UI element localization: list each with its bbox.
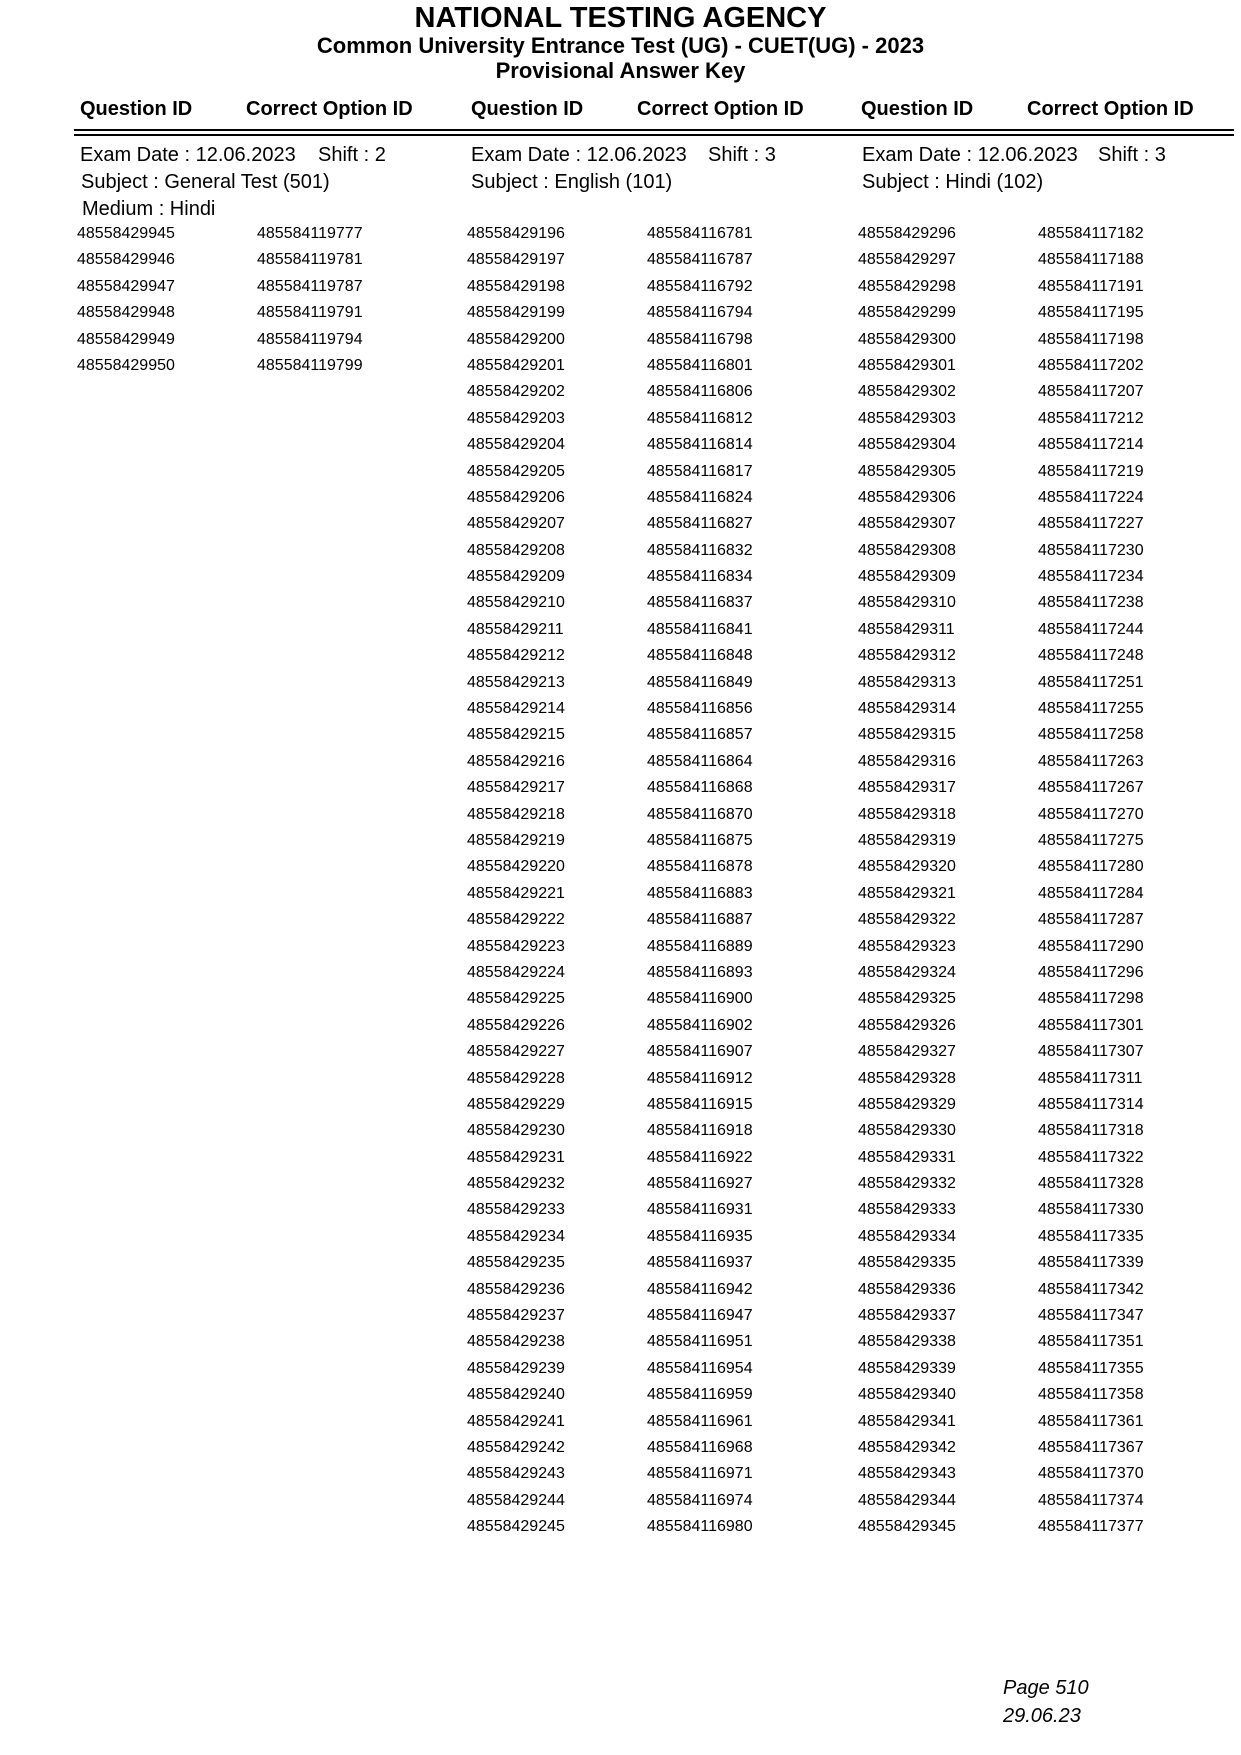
table-cell: 48558429202: [467, 383, 565, 401]
shift: Shift : 3: [708, 144, 776, 166]
table-cell: 48558429217: [467, 779, 565, 797]
table-cell: 48558429334: [858, 1227, 956, 1245]
shift: Shift : 2: [318, 144, 386, 166]
exam-date: Exam Date : 12.06.2023: [80, 144, 296, 166]
table-cell: 485584119799: [257, 356, 363, 374]
table-cell: 48558429317: [858, 779, 956, 797]
table-cell: 48558429947: [77, 277, 175, 295]
table-cell: 485584116980: [647, 1518, 753, 1536]
table-cell: 48558429343: [858, 1465, 956, 1483]
table-cell: 48558429224: [467, 963, 565, 981]
medium: Medium : Hindi: [82, 198, 216, 220]
table-cell: 485584117227: [1038, 515, 1144, 533]
table-cell: 485584116971: [647, 1465, 753, 1483]
table-cell: 48558429304: [858, 436, 956, 454]
table-cell: 485584117374: [1038, 1491, 1144, 1509]
table-cell: 485584117318: [1038, 1122, 1144, 1140]
table-cell: 485584116947: [647, 1307, 753, 1325]
table-cell: 485584116817: [647, 462, 753, 480]
table-cell: 48558429243: [467, 1465, 565, 1483]
table-cell: 485584117214: [1038, 436, 1144, 454]
shift: Shift : 3: [1098, 144, 1166, 166]
table-cell: 485584116875: [647, 831, 753, 849]
table-cell: 485584117275: [1038, 831, 1144, 849]
table-cell: 48558429206: [467, 488, 565, 506]
table-cell: 48558429318: [858, 805, 956, 823]
table-cell: 485584117182: [1038, 225, 1144, 242]
page-number: Page 510: [1003, 1677, 1089, 1699]
column-header-correct-option-id: Correct Option ID: [637, 98, 804, 120]
table-cell: 485584119794: [257, 330, 363, 348]
table-cell: 48558429320: [858, 858, 956, 876]
table-cell: 485584117290: [1038, 937, 1144, 955]
table-cell: 485584117198: [1038, 330, 1144, 348]
table-cell: 48558429219: [467, 831, 565, 849]
column-header-question-id: Question ID: [861, 98, 974, 120]
table-cell: 48558429214: [467, 700, 565, 718]
table-cell: 48558429332: [858, 1175, 956, 1193]
table-cell: 48558429335: [858, 1254, 956, 1272]
table-cell: 485584117339: [1038, 1254, 1144, 1272]
header-divider: [74, 129, 1234, 131]
table-cell: 485584117255: [1038, 700, 1144, 718]
column-header-correct-option-id: Correct Option ID: [246, 98, 413, 120]
table-cell: 485584117244: [1038, 620, 1144, 638]
table-cell: 485584116814: [647, 436, 753, 454]
table-cell: 48558429240: [467, 1386, 565, 1404]
table-cell: 48558429949: [77, 330, 175, 348]
table-cell: 48558429329: [858, 1095, 956, 1113]
table-cell: 48558429223: [467, 937, 565, 955]
table-cell: 48558429950: [77, 356, 175, 374]
table-cell: 485584117367: [1038, 1438, 1144, 1456]
table-cell: 485584117195: [1038, 304, 1144, 322]
exam-date: Exam Date : 12.06.2023: [862, 144, 1078, 166]
table-cell: 485584117287: [1038, 911, 1144, 929]
table-cell: 485584116878: [647, 858, 753, 876]
table-cell: 48558429216: [467, 752, 565, 770]
table-cell: 48558429241: [467, 1412, 565, 1430]
table-cell: 48558429225: [467, 990, 565, 1008]
table-cell: 485584116968: [647, 1438, 753, 1456]
table-cell: 48558429233: [467, 1201, 565, 1219]
table-cell: 485584116889: [647, 937, 753, 955]
table-cell: 48558429340: [858, 1386, 956, 1404]
table-cell: 48558429221: [467, 884, 565, 902]
table-cell: 48558429300: [858, 330, 956, 348]
table-cell: 485584116824: [647, 488, 753, 506]
table-cell: 48558429323: [858, 937, 956, 955]
table-cell: 485584117335: [1038, 1227, 1144, 1245]
table-cell: 48558429242: [467, 1438, 565, 1456]
table-cell: 485584117188: [1038, 251, 1144, 269]
table-cell: 485584117284: [1038, 884, 1144, 902]
column-header-question-id: Question ID: [471, 98, 584, 120]
table-cell: 48558429207: [467, 515, 565, 533]
table-cell: 485584116849: [647, 673, 753, 691]
table-cell: 48558429299: [858, 304, 956, 322]
table-cell: 48558429199: [467, 304, 565, 322]
table-cell: 485584117351: [1038, 1333, 1144, 1351]
subject: Subject : Hindi (102): [862, 171, 1044, 193]
table-cell: 485584117377: [1038, 1518, 1144, 1536]
table-cell: 48558429234: [467, 1227, 565, 1245]
table-cell: 485584116864: [647, 752, 753, 770]
table-cell: 485584116937: [647, 1254, 753, 1272]
table-cell: 48558429244: [467, 1491, 565, 1509]
table-cell: 485584116954: [647, 1359, 753, 1377]
table-cell: 48558429306: [858, 488, 956, 506]
table-cell: 485584117298: [1038, 990, 1144, 1008]
table-cell: 485584116893: [647, 963, 753, 981]
table-cell: 485584117251: [1038, 673, 1144, 691]
table-cell: 48558429331: [858, 1148, 956, 1166]
table-cell: 48558429337: [858, 1307, 956, 1325]
table-cell: 485584116931: [647, 1201, 753, 1219]
table-cell: 485584116806: [647, 383, 753, 401]
table-cell: 48558429946: [77, 251, 175, 269]
correct-option-id-column: [257, 224, 363, 382]
table-cell: 48558429297: [858, 251, 956, 269]
page-subtitle: Common University Entrance Test (UG) - CUET(UG) - 2023: [316, 33, 925, 58]
table-cell: 485584116922: [647, 1148, 753, 1166]
subject: Subject : General Test (501): [81, 171, 330, 193]
table-cell: 485584119787: [257, 277, 363, 295]
table-cell: 485584116870: [647, 805, 753, 823]
table-cell: 48558429945: [77, 225, 175, 242]
table-cell: 48558429339: [858, 1359, 956, 1377]
table-cell: 485584116887: [647, 911, 753, 929]
table-cell: 485584116832: [647, 541, 753, 559]
table-cell: 48558429330: [858, 1122, 956, 1140]
table-cell: 48558429231: [467, 1148, 565, 1166]
table-cell: 48558429315: [858, 726, 956, 744]
table-cell: 485584116837: [647, 594, 753, 612]
column-header-correct-option-id: Correct Option ID: [1027, 98, 1194, 120]
table-cell: 485584117267: [1038, 779, 1144, 797]
table-cell: 485584116792: [647, 277, 753, 295]
table-cell: 485584117263: [1038, 752, 1144, 770]
table-cell: 48558429228: [467, 1069, 565, 1087]
table-cell: 48558429239: [467, 1359, 565, 1377]
table-cell: 48558429212: [467, 647, 565, 665]
table-cell: 48558429325: [858, 990, 956, 1008]
table-cell: 485584117314: [1038, 1095, 1144, 1113]
table-cell: 48558429327: [858, 1043, 956, 1061]
table-cell: 485584116794: [647, 304, 753, 322]
table-cell: 48558429236: [467, 1280, 565, 1298]
table-cell: 485584117248: [1038, 647, 1144, 665]
table-cell: 48558429218: [467, 805, 565, 823]
table-cell: 48558429209: [467, 568, 565, 586]
table-cell: 485584117191: [1038, 277, 1144, 295]
table-cell: 485584116902: [647, 1016, 753, 1034]
table-cell: 485584117202: [1038, 356, 1144, 374]
table-cell: 48558429321: [858, 884, 956, 902]
table-cell: 48558429226: [467, 1016, 565, 1034]
table-cell: 48558429322: [858, 911, 956, 929]
table-cell: 485584116857: [647, 726, 753, 744]
table-cell: 485584116848: [647, 647, 753, 665]
table-cell: 48558429302: [858, 383, 956, 401]
table-cell: 48558429298: [858, 277, 956, 295]
document-type: Provisional Answer Key: [495, 58, 746, 83]
table-cell: 485584117234: [1038, 568, 1144, 586]
table-cell: 48558429305: [858, 462, 956, 480]
table-cell: 485584117342: [1038, 1280, 1144, 1298]
table-cell: 48558429213: [467, 673, 565, 691]
table-cell: 48558429205: [467, 462, 565, 480]
table-cell: 485584117270: [1038, 805, 1144, 823]
table-cell: 48558429235: [467, 1254, 565, 1272]
table-cell: 48558429230: [467, 1122, 565, 1140]
table-cell: 48558429336: [858, 1280, 956, 1298]
correct-option-id-column: [1038, 224, 1144, 1544]
table-cell: 485584116907: [647, 1043, 753, 1061]
table-cell: 485584116900: [647, 990, 753, 1008]
table-cell: 48558429333: [858, 1201, 956, 1219]
table-cell: 48558429201: [467, 356, 565, 374]
table-cell: 48558429210: [467, 594, 565, 612]
table-cell: 48558429307: [858, 515, 956, 533]
table-cell: 485584117330: [1038, 1201, 1144, 1219]
table-cell: 485584116868: [647, 779, 753, 797]
table-cell: 485584116883: [647, 884, 753, 902]
table-cell: 48558429227: [467, 1043, 565, 1061]
table-cell: 485584116942: [647, 1280, 753, 1298]
table-cell: 485584117307: [1038, 1043, 1144, 1061]
table-cell: 485584116959: [647, 1386, 753, 1404]
header-divider: [74, 134, 1234, 136]
table-cell: 48558429222: [467, 911, 565, 929]
question-id-column: [77, 224, 175, 382]
table-cell: 485584116834: [647, 568, 753, 586]
table-cell: 485584116951: [647, 1333, 753, 1351]
table-cell: 485584116912: [647, 1069, 753, 1087]
table-cell: 485584116801: [647, 356, 753, 374]
question-id-column: [858, 224, 956, 1544]
table-cell: 485584116841: [647, 620, 753, 638]
table-cell: 48558429245: [467, 1518, 565, 1536]
table-cell: 485584116812: [647, 409, 753, 427]
table-cell: 48558429296: [858, 225, 956, 242]
subject: Subject : English (101): [471, 171, 673, 193]
table-cell: 48558429326: [858, 1016, 956, 1034]
table-cell: 48558429316: [858, 752, 956, 770]
table-cell: 485584117328: [1038, 1175, 1144, 1193]
table-cell: 485584119781: [257, 251, 363, 269]
table-cell: 485584116827: [647, 515, 753, 533]
table-cell: 485584116918: [647, 1122, 753, 1140]
table-cell: 48558429238: [467, 1333, 565, 1351]
table-cell: 48558429309: [858, 568, 956, 586]
table-cell: 485584117301: [1038, 1016, 1144, 1034]
table-cell: 48558429948: [77, 304, 175, 322]
table-cell: 485584117311: [1038, 1069, 1143, 1087]
page-title: NATIONAL TESTING AGENCY: [414, 2, 827, 34]
table-cell: 48558429313: [858, 673, 956, 691]
table-cell: 485584116974: [647, 1491, 753, 1509]
table-cell: 48558429344: [858, 1491, 956, 1509]
table-cell: 485584117219: [1038, 462, 1144, 480]
table-cell: 48558429196: [467, 225, 565, 242]
table-cell: 48558429308: [858, 541, 956, 559]
table-cell: 485584119791: [257, 304, 363, 322]
table-cell: 48558429198: [467, 277, 565, 295]
table-cell: 48558429310: [858, 594, 956, 612]
table-cell: 485584116856: [647, 700, 753, 718]
table-cell: 485584117355: [1038, 1359, 1144, 1377]
table-cell: 48558429342: [858, 1438, 956, 1456]
table-cell: 48558429200: [467, 330, 565, 348]
table-cell: 48558429341: [858, 1412, 956, 1430]
table-cell: 485584116927: [647, 1175, 753, 1193]
table-cell: 485584117238: [1038, 594, 1144, 612]
table-cell: 48558429232: [467, 1175, 565, 1193]
table-cell: 485584117230: [1038, 541, 1144, 559]
table-cell: 48558429208: [467, 541, 565, 559]
table-cell: 48558429328: [858, 1069, 956, 1087]
table-cell: 485584116935: [647, 1227, 753, 1245]
table-cell: 48558429338: [858, 1333, 956, 1351]
table-cell: 485584117207: [1038, 383, 1144, 401]
table-cell: 48558429197: [467, 251, 565, 269]
table-cell: 485584119777: [257, 225, 363, 242]
footer-date: 29.06.23: [1003, 1705, 1081, 1727]
table-cell: 485584116781: [647, 225, 753, 242]
table-cell: 485584116798: [647, 330, 753, 348]
table-cell: 485584116787: [647, 251, 753, 269]
exam-date: Exam Date : 12.06.2023: [471, 144, 687, 166]
table-cell: 485584117370: [1038, 1465, 1144, 1483]
table-cell: 48558429311: [858, 620, 955, 638]
table-cell: 48558429215: [467, 726, 565, 744]
table-cell: 485584117361: [1038, 1412, 1144, 1430]
table-cell: 485584117296: [1038, 963, 1144, 981]
table-cell: 48558429211: [467, 620, 564, 638]
table-cell: 48558429303: [858, 409, 956, 427]
table-cell: 48558429203: [467, 409, 565, 427]
table-cell: 485584117280: [1038, 858, 1144, 876]
table-cell: 485584117322: [1038, 1148, 1144, 1166]
table-cell: 48558429345: [858, 1518, 956, 1536]
table-cell: 48558429229: [467, 1095, 565, 1113]
table-cell: 485584117347: [1038, 1307, 1144, 1325]
question-id-column: [467, 224, 565, 1544]
table-cell: 48558429220: [467, 858, 565, 876]
table-cell: 48558429319: [858, 831, 956, 849]
table-cell: 48558429314: [858, 700, 956, 718]
table-cell: 485584116915: [647, 1095, 753, 1113]
column-header-question-id: Question ID: [80, 98, 193, 120]
table-cell: 485584117212: [1038, 409, 1144, 427]
table-cell: 48558429324: [858, 963, 956, 981]
table-cell: 48558429301: [858, 356, 956, 374]
table-cell: 485584116961: [647, 1412, 753, 1430]
table-cell: 48558429237: [467, 1307, 565, 1325]
table-cell: 485584117224: [1038, 488, 1144, 506]
correct-option-id-column: [647, 224, 753, 1544]
table-cell: 48558429204: [467, 436, 565, 454]
table-cell: 485584117258: [1038, 726, 1144, 744]
table-cell: 48558429312: [858, 647, 956, 665]
table-cell: 485584117358: [1038, 1386, 1144, 1404]
